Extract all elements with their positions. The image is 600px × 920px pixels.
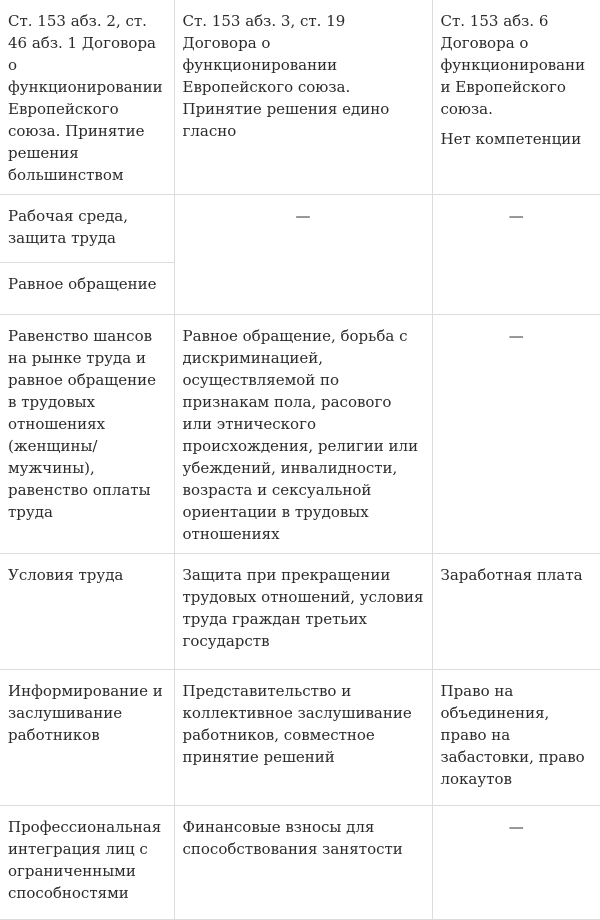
header-cell-majority xyxy=(0,0,174,195)
header-text-no-competence: Ст. 153 абз. 6 Договора о функционировании Европейского союза. xyxy=(440,12,586,118)
header-text-majority: Ст. 153 абз. 2, ст. 46 абз. 1 Договора о функционировании Европейского союза. Принятие решения большинством xyxy=(8,12,163,184)
cell-text: Равное обращение, борьба с дискриминацией, осуществляемой по признакам пола, расового или этнического происхождения, религии или убеждений, инвалидности, возраста и сексуальной ориентации в трудовых отношениях xyxy=(182,327,419,543)
table-cell xyxy=(0,263,174,315)
cell-text: Финансовые взносы для способствования занятости xyxy=(182,818,403,858)
table-cell xyxy=(432,670,600,806)
table-cell xyxy=(432,554,600,670)
dash-mark: — xyxy=(508,327,524,345)
cell-text: Информирование и заслушивание работников xyxy=(8,682,163,744)
table-row xyxy=(0,315,600,554)
table-cell xyxy=(174,670,432,806)
cell-text: Профессиональная интеграция лиц с ограниченными способностями xyxy=(8,818,162,902)
cell-text: Равное обращение xyxy=(8,275,157,293)
table-cell xyxy=(174,554,432,670)
table-cell xyxy=(0,554,174,670)
table-row xyxy=(0,806,600,920)
dash-mark: — xyxy=(508,818,524,836)
header-cell-unanimous xyxy=(174,0,432,195)
table-cell xyxy=(432,195,600,315)
table-cell xyxy=(0,195,174,263)
cell-text: Защита при прекращении трудовых отношений, условия труда граждан третьих государств xyxy=(182,566,424,650)
dash-mark: — xyxy=(295,207,311,225)
cell-text: Равенство шансов на рынке труда и равное обращение в трудовых отношениях (женщины/ мужчины), равенство оплаты труда xyxy=(8,327,156,521)
table-cell xyxy=(174,195,432,315)
table-row xyxy=(0,554,600,670)
table-cell xyxy=(432,315,600,554)
table-cell xyxy=(432,806,600,920)
table-cell xyxy=(174,315,432,554)
header-cell-no-competence xyxy=(432,0,600,195)
table-cell xyxy=(0,670,174,806)
cell-text: Заработная плата xyxy=(440,566,583,584)
cell-text: Представительство и коллективное заслушивание работников, совместное принятие решений xyxy=(182,682,412,766)
table-cell xyxy=(174,806,432,920)
table-cell xyxy=(0,806,174,920)
table-row xyxy=(0,195,600,263)
dash-mark: — xyxy=(508,207,524,225)
cell-text: Рабочая среда, защита труда xyxy=(8,207,129,247)
header-text-no-competence-note: Нет компетенции xyxy=(440,130,582,148)
cell-text: Право на объединения, право на забастовки, право локаутов xyxy=(440,682,585,788)
table-cell xyxy=(0,315,174,554)
table-header-row xyxy=(0,0,600,195)
cell-text: Условия труда xyxy=(8,566,124,584)
table-row xyxy=(0,670,600,806)
header-text-unanimous: Ст. 153 абз. 3, ст. 19 Договора о функционировании Европейского союза. Принятие решения едино гласно xyxy=(182,12,390,140)
